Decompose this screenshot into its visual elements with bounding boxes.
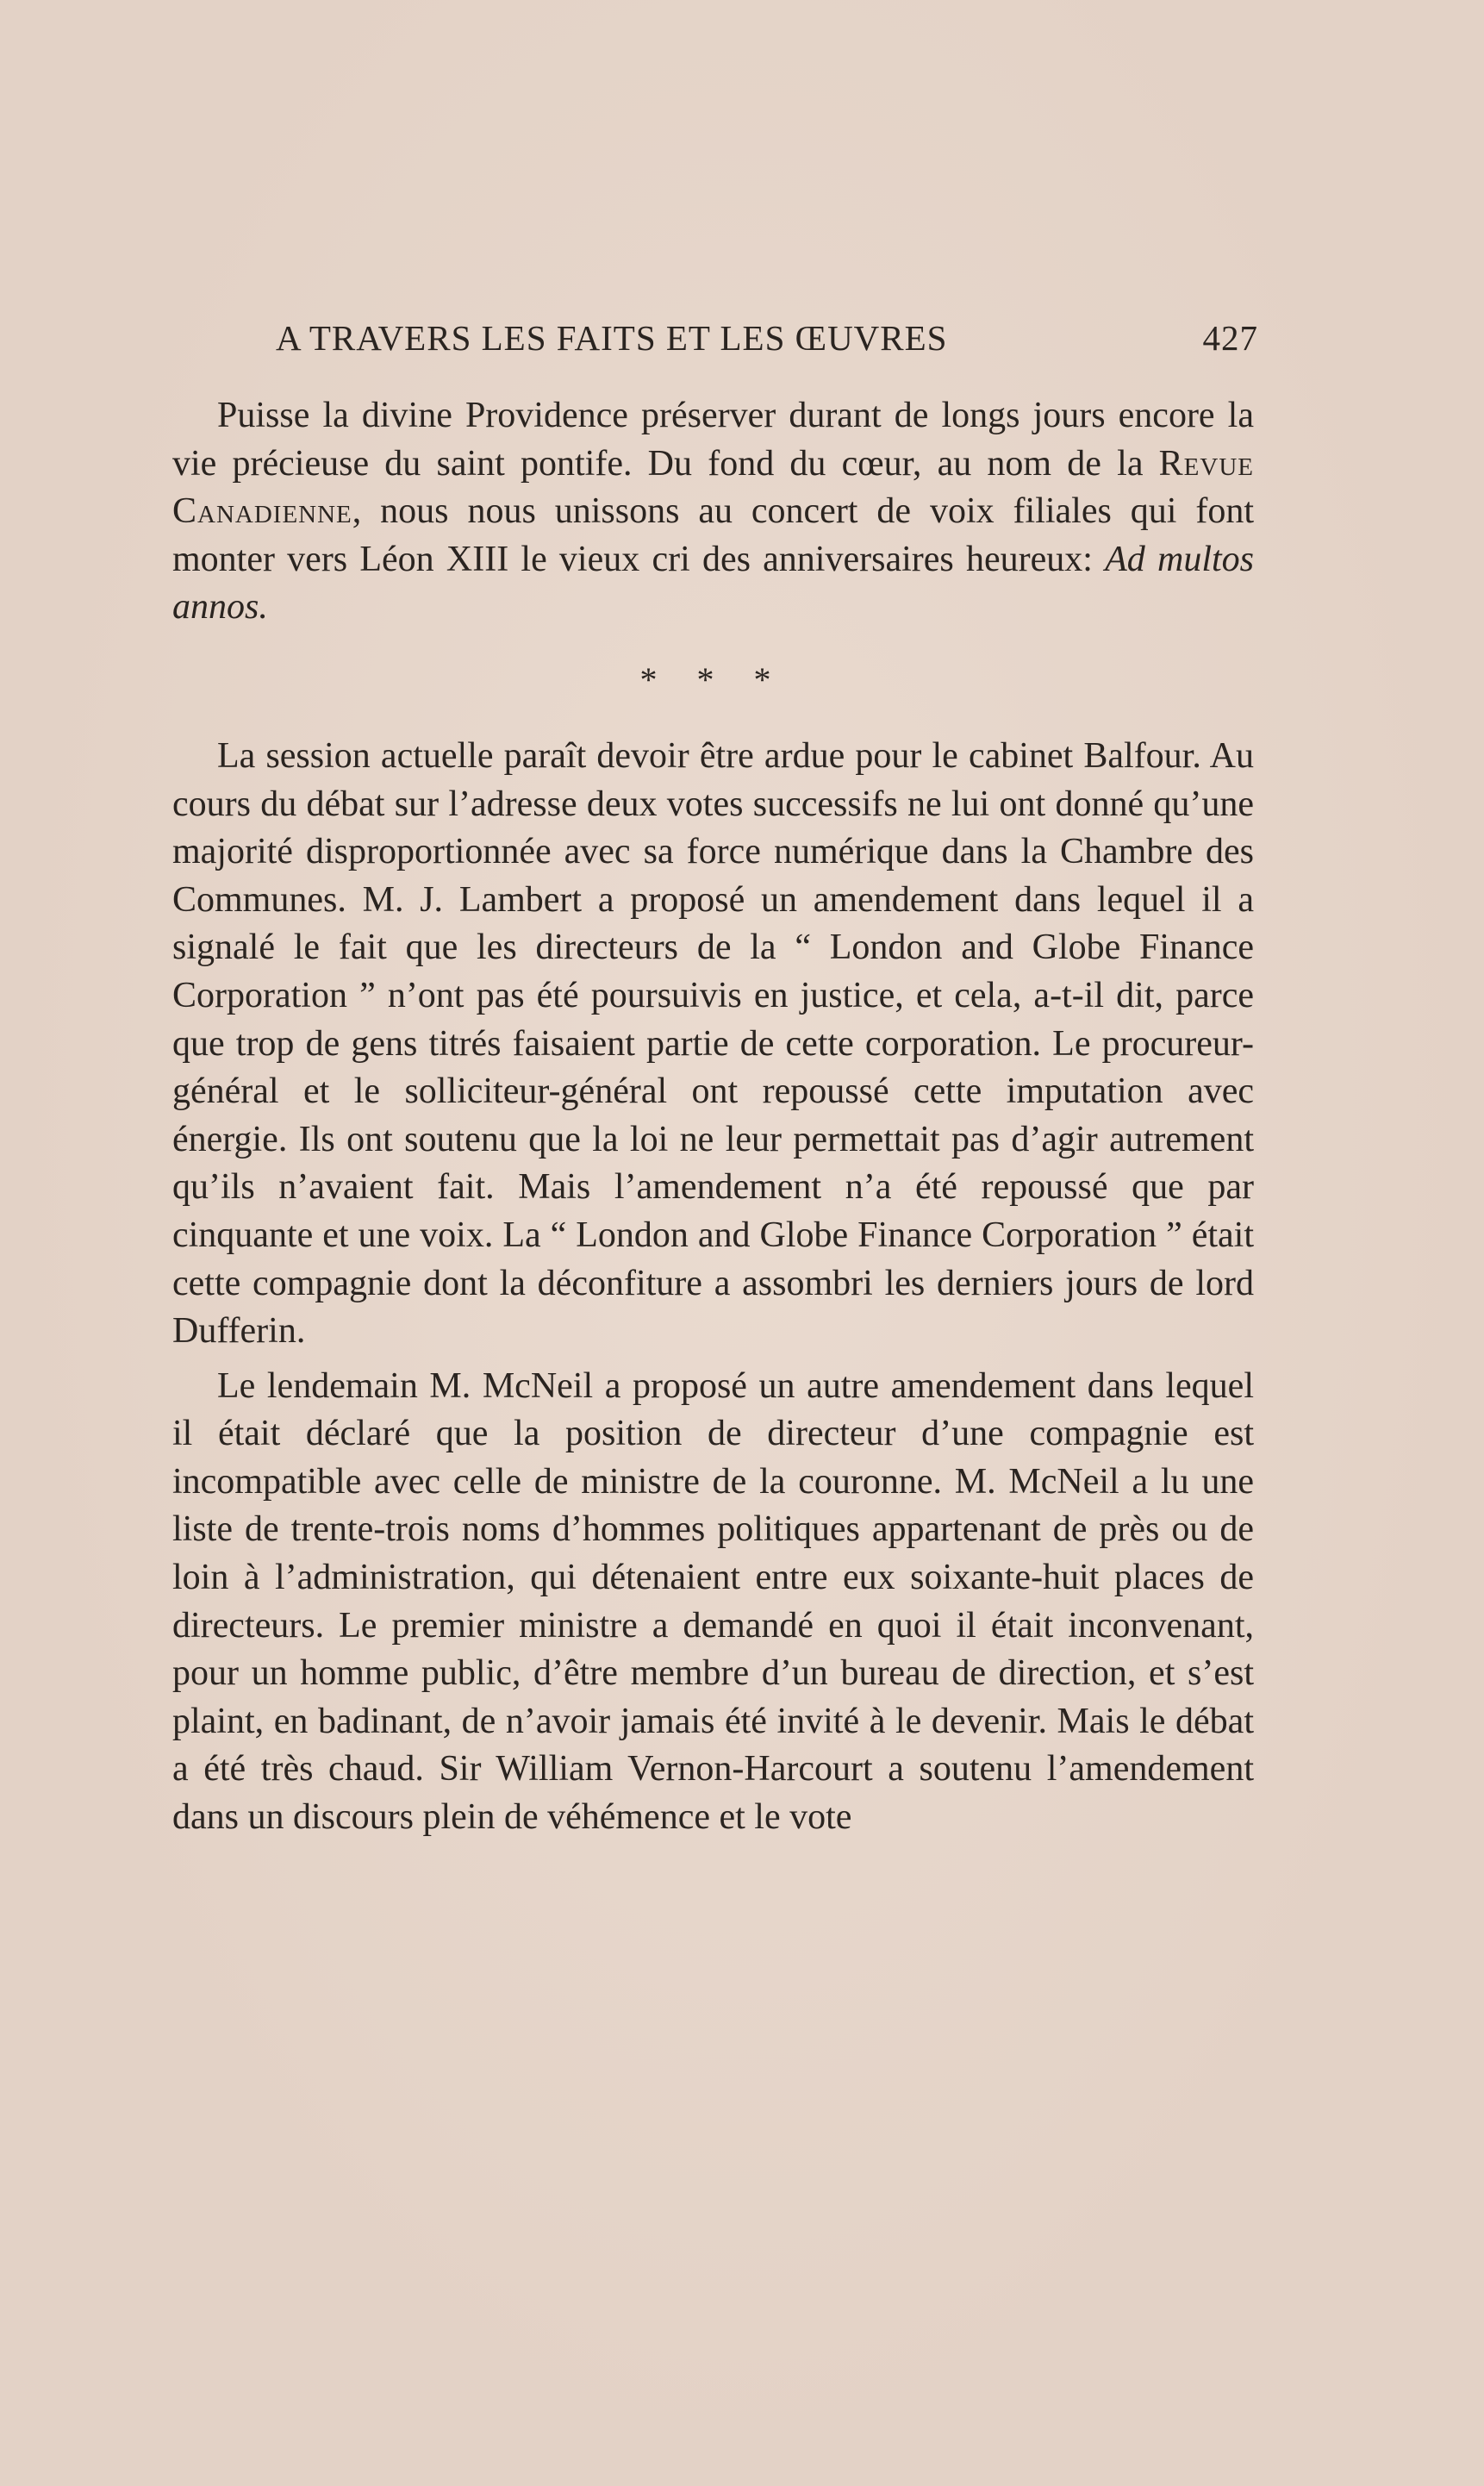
page-header [276,317,1258,369]
journal-name: Revue Canadienne [172,443,1254,532]
paragraph-providence-part1: Puisse la divine Providence préserver durant de longs jours encore la vie précieuse du saint pontife. Du fond du cœur, au nom de la [172,396,1254,484]
paragraph-session: La session actuelle paraît devoir être ardue pour le cabinet Balfour. Au cours du débat sur l’adresse deux votes successifs ne lui ont donné qu’une majorité disproportionnée avec sa force numérique dans la Chambre des Communes. M. J. Lambert a proposé un amendement dans lequel il a signalé le fait que les directeurs de la “ London and Globe Finance Corporation ” n’ont pas été poursuivis en justice, et cela, a-t-il dit, parce que trop de gens titrés faisaient partie de cette corporation. Le procureur-général et le solliciteur-général ont repoussé cette imputation avec énergie. Ils ont soutenu que la loi ne leur permettait pas d’agir autrement qu’ils n’avaient fait. Mais l’amendement n’a été repoussé que par cinquante et une voix. La “ London and Globe Finance Corporation ” était cette compagnie dont la déconfiture a assombri les derniers jours de lord Dufferin. [172,735,1254,1352]
section-separator: * * * [639,659,787,699]
paragraph-providence-part2: , nous nous unissons au concert de voix filiales qui font monter vers Léon XIII le vieux cri des anniversaires heureux: [172,491,1254,579]
running-title: A TRAVERS LES FAITS ET LES ŒUVRES [276,318,948,358]
paragraph-providence [172,392,1254,632]
body-text [172,392,1254,1842]
paragraph-mcneil: Le lendemain M. McNeil a proposé un autre amendement dans lequel il était déclaré que la position de directeur d’une compagnie est incompatible avec celle de ministre de la couronne. M. McNeil a lu une liste de trente-trois noms d’hommes politiques appartenant de près ou de loin à l’administration, qui détenaient entre eux soixante-huit places de directeurs. Le premier ministre a demandé en quoi il était inconvenant, pour un homme public, d’être membre d’un bureau de direction, et s’est plaint, en badinant, de n’avoir jamais été invité à le devenir. Mais le débat a été très chaud. Sir William Vernon-Harcourt a soutenu l’amendement dans un discours plein de véhémence et le vote [172,1365,1254,1838]
page-number: 427 [1202,318,1258,358]
latin-phrase: Ad multos annos. [172,539,1254,628]
